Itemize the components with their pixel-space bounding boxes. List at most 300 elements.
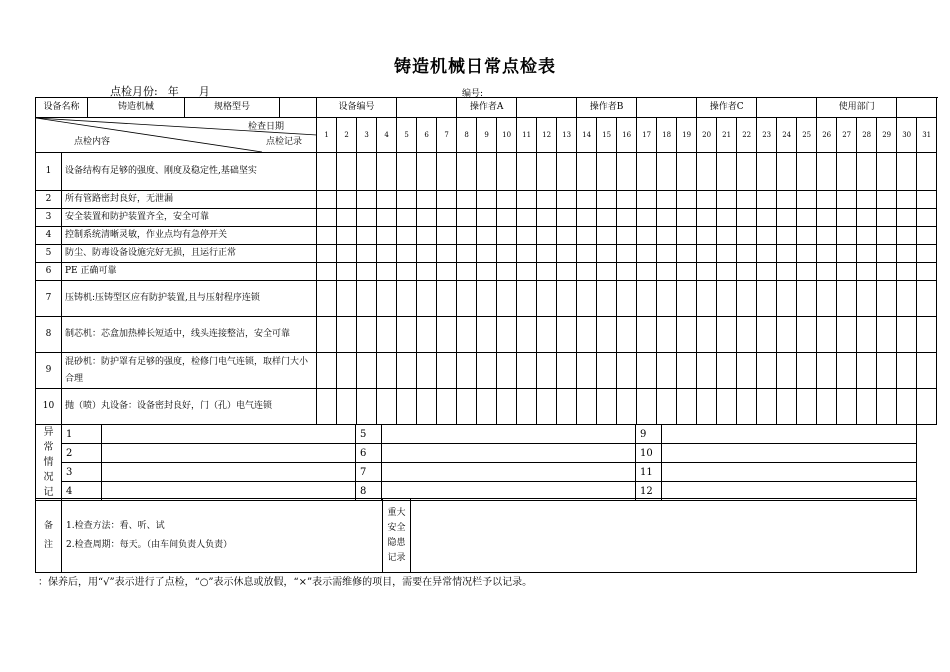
abnormal-record-field[interactable] <box>382 444 636 463</box>
check-record-cell[interactable] <box>777 389 797 425</box>
check-record-cell[interactable] <box>477 153 497 191</box>
check-record-cell[interactable] <box>457 191 477 209</box>
check-record-cell[interactable] <box>417 227 437 245</box>
check-record-cell[interactable] <box>457 153 477 191</box>
check-record-cell[interactable] <box>577 389 597 425</box>
check-record-cell[interactable] <box>437 281 457 317</box>
check-record-cell[interactable] <box>477 209 497 227</box>
check-record-cell[interactable] <box>537 263 557 281</box>
check-record-cell[interactable] <box>757 317 777 353</box>
check-record-cell[interactable] <box>357 353 377 389</box>
check-record-cell[interactable] <box>617 209 637 227</box>
check-record-cell[interactable] <box>577 191 597 209</box>
check-record-cell[interactable] <box>817 227 837 245</box>
check-record-cell[interactable] <box>397 191 417 209</box>
check-record-cell[interactable] <box>497 263 517 281</box>
check-record-cell[interactable] <box>317 153 337 191</box>
check-record-cell[interactable] <box>477 389 497 425</box>
abnormal-record-field[interactable] <box>102 463 356 482</box>
check-record-cell[interactable] <box>557 153 577 191</box>
check-record-cell[interactable] <box>737 191 757 209</box>
check-record-cell[interactable] <box>417 153 437 191</box>
check-record-cell[interactable] <box>917 389 937 425</box>
check-record-cell[interactable] <box>617 317 637 353</box>
check-record-cell[interactable] <box>437 191 457 209</box>
check-record-cell[interactable] <box>777 353 797 389</box>
check-record-cell[interactable] <box>637 153 657 191</box>
check-record-cell[interactable] <box>397 209 417 227</box>
check-record-cell[interactable] <box>737 263 757 281</box>
check-record-cell[interactable] <box>617 153 637 191</box>
check-record-cell[interactable] <box>477 263 497 281</box>
check-record-cell[interactable] <box>697 227 717 245</box>
check-record-cell[interactable] <box>777 191 797 209</box>
check-record-cell[interactable] <box>857 191 877 209</box>
check-record-cell[interactable] <box>337 191 357 209</box>
check-record-cell[interactable] <box>917 317 937 353</box>
check-record-cell[interactable] <box>377 353 397 389</box>
check-record-cell[interactable] <box>357 281 377 317</box>
check-record-cell[interactable] <box>837 389 857 425</box>
check-record-cell[interactable] <box>557 389 577 425</box>
check-record-cell[interactable] <box>597 153 617 191</box>
check-record-cell[interactable] <box>517 153 537 191</box>
check-record-cell[interactable] <box>617 389 637 425</box>
check-record-cell[interactable] <box>417 353 437 389</box>
check-record-cell[interactable] <box>617 353 637 389</box>
check-record-cell[interactable] <box>857 389 877 425</box>
check-record-cell[interactable] <box>737 317 757 353</box>
check-record-cell[interactable] <box>497 209 517 227</box>
check-record-cell[interactable] <box>717 281 737 317</box>
check-record-cell[interactable] <box>897 263 917 281</box>
check-record-cell[interactable] <box>397 227 417 245</box>
check-record-cell[interactable] <box>637 245 657 263</box>
check-record-cell[interactable] <box>397 389 417 425</box>
check-record-cell[interactable] <box>477 245 497 263</box>
check-record-cell[interactable] <box>837 227 857 245</box>
check-record-cell[interactable] <box>857 263 877 281</box>
check-record-cell[interactable] <box>777 281 797 317</box>
check-record-cell[interactable] <box>717 317 737 353</box>
check-record-cell[interactable] <box>497 281 517 317</box>
check-record-cell[interactable] <box>617 245 637 263</box>
check-record-cell[interactable] <box>437 209 457 227</box>
check-record-cell[interactable] <box>497 317 517 353</box>
check-record-cell[interactable] <box>697 191 717 209</box>
check-record-cell[interactable] <box>577 227 597 245</box>
check-record-cell[interactable] <box>897 227 917 245</box>
abnormal-record-field[interactable] <box>382 425 636 444</box>
check-record-cell[interactable] <box>797 245 817 263</box>
check-record-cell[interactable] <box>397 153 417 191</box>
check-record-cell[interactable] <box>537 191 557 209</box>
check-record-cell[interactable] <box>637 263 657 281</box>
check-record-cell[interactable] <box>617 191 637 209</box>
check-record-cell[interactable] <box>417 263 437 281</box>
check-record-cell[interactable] <box>817 281 837 317</box>
check-record-cell[interactable] <box>817 209 837 227</box>
check-record-cell[interactable] <box>457 227 477 245</box>
check-record-cell[interactable] <box>597 389 617 425</box>
check-record-cell[interactable] <box>377 191 397 209</box>
check-record-cell[interactable] <box>837 209 857 227</box>
check-record-cell[interactable] <box>577 209 597 227</box>
check-record-cell[interactable] <box>817 389 837 425</box>
check-record-cell[interactable] <box>697 281 717 317</box>
check-record-cell[interactable] <box>817 353 837 389</box>
check-record-cell[interactable] <box>617 227 637 245</box>
check-record-cell[interactable] <box>377 245 397 263</box>
check-record-cell[interactable] <box>357 209 377 227</box>
check-record-cell[interactable] <box>837 263 857 281</box>
check-record-cell[interactable] <box>677 245 697 263</box>
check-record-cell[interactable] <box>317 191 337 209</box>
abnormal-record-field[interactable] <box>102 425 356 444</box>
check-record-cell[interactable] <box>897 353 917 389</box>
equipment-no-value[interactable] <box>397 98 457 118</box>
check-record-cell[interactable] <box>797 209 817 227</box>
check-record-cell[interactable] <box>877 227 897 245</box>
model-value[interactable] <box>280 98 317 118</box>
check-record-cell[interactable] <box>417 389 437 425</box>
check-record-cell[interactable] <box>377 263 397 281</box>
check-record-cell[interactable] <box>457 281 477 317</box>
check-record-cell[interactable] <box>577 153 597 191</box>
hazard-record-field[interactable] <box>411 499 917 573</box>
check-record-cell[interactable] <box>397 263 417 281</box>
check-record-cell[interactable] <box>877 389 897 425</box>
check-record-cell[interactable] <box>657 153 677 191</box>
check-record-cell[interactable] <box>797 153 817 191</box>
check-record-cell[interactable] <box>897 389 917 425</box>
check-record-cell[interactable] <box>697 353 717 389</box>
check-record-cell[interactable] <box>757 281 777 317</box>
check-record-cell[interactable] <box>837 353 857 389</box>
check-record-cell[interactable] <box>897 245 917 263</box>
check-record-cell[interactable] <box>317 353 337 389</box>
check-record-cell[interactable] <box>857 227 877 245</box>
check-record-cell[interactable] <box>737 389 757 425</box>
check-record-cell[interactable] <box>717 153 737 191</box>
check-record-cell[interactable] <box>497 153 517 191</box>
check-record-cell[interactable] <box>737 281 757 317</box>
check-record-cell[interactable] <box>517 263 537 281</box>
check-record-cell[interactable] <box>737 209 757 227</box>
check-record-cell[interactable] <box>517 281 537 317</box>
check-record-cell[interactable] <box>377 317 397 353</box>
check-record-cell[interactable] <box>697 153 717 191</box>
check-record-cell[interactable] <box>477 281 497 317</box>
check-record-cell[interactable] <box>657 191 677 209</box>
check-record-cell[interactable] <box>317 263 337 281</box>
check-record-cell[interactable] <box>677 389 697 425</box>
check-record-cell[interactable] <box>797 263 817 281</box>
check-record-cell[interactable] <box>377 227 397 245</box>
check-record-cell[interactable] <box>317 245 337 263</box>
check-record-cell[interactable] <box>517 389 537 425</box>
check-record-cell[interactable] <box>717 209 737 227</box>
check-record-cell[interactable] <box>777 263 797 281</box>
check-record-cell[interactable] <box>337 281 357 317</box>
check-record-cell[interactable] <box>797 317 817 353</box>
check-record-cell[interactable] <box>917 227 937 245</box>
check-record-cell[interactable] <box>897 281 917 317</box>
check-record-cell[interactable] <box>797 389 817 425</box>
check-record-cell[interactable] <box>377 153 397 191</box>
check-record-cell[interactable] <box>537 209 557 227</box>
check-record-cell[interactable] <box>537 281 557 317</box>
check-record-cell[interactable] <box>417 317 437 353</box>
check-record-cell[interactable] <box>877 245 897 263</box>
check-record-cell[interactable] <box>757 227 777 245</box>
check-record-cell[interactable] <box>657 227 677 245</box>
check-record-cell[interactable] <box>497 245 517 263</box>
check-record-cell[interactable] <box>897 317 917 353</box>
check-record-cell[interactable] <box>337 317 357 353</box>
check-record-cell[interactable] <box>677 317 697 353</box>
check-record-cell[interactable] <box>397 281 417 317</box>
check-record-cell[interactable] <box>657 317 677 353</box>
check-record-cell[interactable] <box>877 153 897 191</box>
check-record-cell[interactable] <box>537 317 557 353</box>
check-record-cell[interactable] <box>557 209 577 227</box>
check-record-cell[interactable] <box>757 245 777 263</box>
check-record-cell[interactable] <box>557 191 577 209</box>
check-record-cell[interactable] <box>557 281 577 317</box>
check-record-cell[interactable] <box>477 317 497 353</box>
abnormal-record-field[interactable] <box>102 444 356 463</box>
check-record-cell[interactable] <box>497 389 517 425</box>
check-record-cell[interactable] <box>877 281 897 317</box>
check-record-cell[interactable] <box>717 389 737 425</box>
check-record-cell[interactable] <box>517 353 537 389</box>
check-record-cell[interactable] <box>877 353 897 389</box>
check-record-cell[interactable] <box>477 227 497 245</box>
check-record-cell[interactable] <box>797 227 817 245</box>
check-record-cell[interactable] <box>577 281 597 317</box>
check-record-cell[interactable] <box>677 153 697 191</box>
check-record-cell[interactable] <box>717 353 737 389</box>
check-record-cell[interactable] <box>677 353 697 389</box>
check-record-cell[interactable] <box>697 317 717 353</box>
check-record-cell[interactable] <box>577 263 597 281</box>
check-record-cell[interactable] <box>357 317 377 353</box>
check-record-cell[interactable] <box>757 263 777 281</box>
check-record-cell[interactable] <box>457 263 477 281</box>
check-record-cell[interactable] <box>637 317 657 353</box>
check-record-cell[interactable] <box>837 317 857 353</box>
check-record-cell[interactable] <box>857 153 877 191</box>
check-record-cell[interactable] <box>837 281 857 317</box>
check-record-cell[interactable] <box>857 281 877 317</box>
check-record-cell[interactable] <box>337 389 357 425</box>
check-record-cell[interactable] <box>817 153 837 191</box>
abnormal-record-field[interactable] <box>662 425 917 444</box>
check-record-cell[interactable] <box>357 227 377 245</box>
check-record-cell[interactable] <box>597 263 617 281</box>
check-record-cell[interactable] <box>597 191 617 209</box>
check-record-cell[interactable] <box>677 191 697 209</box>
check-record-cell[interactable] <box>457 245 477 263</box>
check-record-cell[interactable] <box>877 209 897 227</box>
check-record-cell[interactable] <box>837 191 857 209</box>
check-record-cell[interactable] <box>897 153 917 191</box>
abnormal-record-field[interactable] <box>662 463 917 482</box>
check-record-cell[interactable] <box>357 191 377 209</box>
abnormal-record-field[interactable] <box>382 463 636 482</box>
check-record-cell[interactable] <box>337 245 357 263</box>
check-record-cell[interactable] <box>597 353 617 389</box>
check-record-cell[interactable] <box>717 227 737 245</box>
check-record-cell[interactable] <box>377 281 397 317</box>
check-record-cell[interactable] <box>357 153 377 191</box>
check-record-cell[interactable] <box>457 389 477 425</box>
check-record-cell[interactable] <box>777 153 797 191</box>
check-record-cell[interactable] <box>917 153 937 191</box>
check-record-cell[interactable] <box>877 191 897 209</box>
check-record-cell[interactable] <box>737 227 757 245</box>
check-record-cell[interactable] <box>877 317 897 353</box>
check-record-cell[interactable] <box>697 245 717 263</box>
check-record-cell[interactable] <box>417 191 437 209</box>
check-record-cell[interactable] <box>877 263 897 281</box>
check-record-cell[interactable] <box>417 281 437 317</box>
check-record-cell[interactable] <box>917 353 937 389</box>
check-record-cell[interactable] <box>897 191 917 209</box>
check-record-cell[interactable] <box>337 263 357 281</box>
check-record-cell[interactable] <box>597 317 617 353</box>
check-record-cell[interactable] <box>817 317 837 353</box>
check-record-cell[interactable] <box>497 191 517 209</box>
check-record-cell[interactable] <box>657 389 677 425</box>
check-record-cell[interactable] <box>857 209 877 227</box>
check-record-cell[interactable] <box>497 353 517 389</box>
operator-b-value[interactable] <box>637 98 697 118</box>
check-record-cell[interactable] <box>737 153 757 191</box>
check-record-cell[interactable] <box>577 353 597 389</box>
check-record-cell[interactable] <box>917 191 937 209</box>
check-record-cell[interactable] <box>537 245 557 263</box>
check-record-cell[interactable] <box>337 353 357 389</box>
check-record-cell[interactable] <box>517 227 537 245</box>
check-record-cell[interactable] <box>777 317 797 353</box>
check-record-cell[interactable] <box>657 281 677 317</box>
check-record-cell[interactable] <box>717 245 737 263</box>
check-record-cell[interactable] <box>337 227 357 245</box>
check-record-cell[interactable] <box>917 281 937 317</box>
department-value[interactable] <box>897 98 937 118</box>
check-record-cell[interactable] <box>697 209 717 227</box>
check-record-cell[interactable] <box>517 317 537 353</box>
check-record-cell[interactable] <box>617 281 637 317</box>
check-record-cell[interactable] <box>757 389 777 425</box>
check-record-cell[interactable] <box>337 153 357 191</box>
check-record-cell[interactable] <box>537 227 557 245</box>
check-record-cell[interactable] <box>397 353 417 389</box>
check-record-cell[interactable] <box>757 153 777 191</box>
operator-c-value[interactable] <box>757 98 817 118</box>
check-record-cell[interactable] <box>457 317 477 353</box>
check-record-cell[interactable] <box>397 245 417 263</box>
check-record-cell[interactable] <box>717 263 737 281</box>
check-record-cell[interactable] <box>777 209 797 227</box>
check-record-cell[interactable] <box>757 209 777 227</box>
check-record-cell[interactable] <box>817 245 837 263</box>
check-record-cell[interactable] <box>657 353 677 389</box>
check-record-cell[interactable] <box>857 245 877 263</box>
check-record-cell[interactable] <box>517 191 537 209</box>
check-record-cell[interactable] <box>817 191 837 209</box>
check-record-cell[interactable] <box>457 353 477 389</box>
check-record-cell[interactable] <box>357 263 377 281</box>
check-record-cell[interactable] <box>677 281 697 317</box>
check-record-cell[interactable] <box>397 317 417 353</box>
check-record-cell[interactable] <box>437 227 457 245</box>
check-record-cell[interactable] <box>457 209 477 227</box>
check-record-cell[interactable] <box>677 209 697 227</box>
check-record-cell[interactable] <box>797 353 817 389</box>
check-record-cell[interactable] <box>337 209 357 227</box>
check-record-cell[interactable] <box>437 245 457 263</box>
check-record-cell[interactable] <box>437 153 457 191</box>
abnormal-record-field[interactable] <box>662 444 917 463</box>
check-record-cell[interactable] <box>637 227 657 245</box>
check-record-cell[interactable] <box>597 209 617 227</box>
check-record-cell[interactable] <box>557 245 577 263</box>
check-record-cell[interactable] <box>577 317 597 353</box>
check-record-cell[interactable] <box>597 281 617 317</box>
check-record-cell[interactable] <box>317 281 337 317</box>
check-record-cell[interactable] <box>797 281 817 317</box>
check-record-cell[interactable] <box>657 209 677 227</box>
check-record-cell[interactable] <box>737 245 757 263</box>
check-record-cell[interactable] <box>837 153 857 191</box>
check-record-cell[interactable] <box>617 263 637 281</box>
check-record-cell[interactable] <box>497 227 517 245</box>
check-record-cell[interactable] <box>437 389 457 425</box>
check-record-cell[interactable] <box>757 353 777 389</box>
check-record-cell[interactable] <box>437 263 457 281</box>
check-record-cell[interactable] <box>557 353 577 389</box>
check-record-cell[interactable] <box>637 209 657 227</box>
check-record-cell[interactable] <box>917 245 937 263</box>
check-record-cell[interactable] <box>477 191 497 209</box>
check-record-cell[interactable] <box>317 317 337 353</box>
check-record-cell[interactable] <box>417 245 437 263</box>
check-record-cell[interactable] <box>477 353 497 389</box>
check-record-cell[interactable] <box>537 389 557 425</box>
check-record-cell[interactable] <box>537 153 557 191</box>
operator-a-value[interactable] <box>517 98 577 118</box>
check-record-cell[interactable] <box>557 263 577 281</box>
check-record-cell[interactable] <box>597 245 617 263</box>
check-record-cell[interactable] <box>737 353 757 389</box>
check-record-cell[interactable] <box>917 263 937 281</box>
check-record-cell[interactable] <box>517 209 537 227</box>
check-record-cell[interactable] <box>557 317 577 353</box>
check-record-cell[interactable] <box>317 389 337 425</box>
check-record-cell[interactable] <box>357 245 377 263</box>
check-record-cell[interactable] <box>537 353 557 389</box>
check-record-cell[interactable] <box>517 245 537 263</box>
check-record-cell[interactable] <box>357 389 377 425</box>
check-record-cell[interactable] <box>857 317 877 353</box>
check-record-cell[interactable] <box>917 209 937 227</box>
check-record-cell[interactable] <box>677 227 697 245</box>
check-record-cell[interactable] <box>797 191 817 209</box>
check-record-cell[interactable] <box>317 227 337 245</box>
